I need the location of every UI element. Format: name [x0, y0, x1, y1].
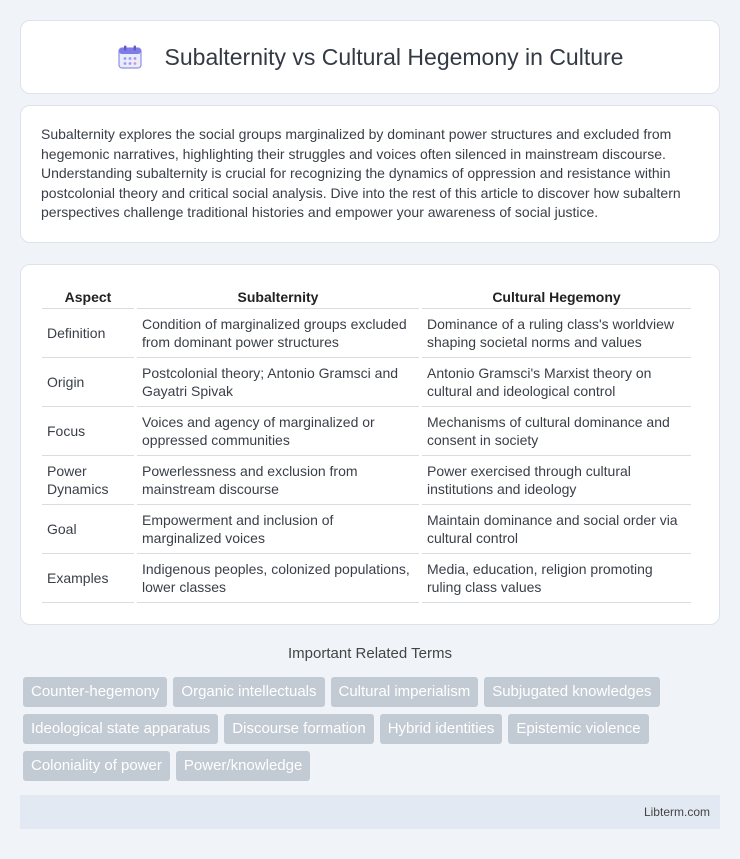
related-term-tag[interactable]: Coloniality of power	[23, 751, 170, 781]
row-cultural-hegemony: Power exercised through cultural institutions and ideology	[422, 456, 691, 505]
related-term-tag[interactable]: Power/knowledge	[176, 751, 310, 781]
related-term-tag[interactable]: Ideological state apparatus	[23, 714, 218, 744]
row-cultural-hegemony: Media, education, religion promoting ruling class values	[422, 554, 691, 603]
title-card	[20, 20, 720, 94]
row-cultural-hegemony: Dominance of a ruling class's worldview shaping societal norms and values	[422, 309, 691, 358]
footer-site-link[interactable]: Libterm.com	[643, 805, 710, 819]
table-row	[42, 505, 691, 554]
table-row	[42, 456, 691, 505]
related-term-tag[interactable]: Cultural imperialism	[331, 677, 479, 707]
row-cultural-hegemony: Mechanisms of cultural dominance and consent in society	[422, 407, 691, 456]
row-aspect: Examples	[42, 554, 134, 603]
comparison-table-card	[20, 264, 720, 625]
table-row	[42, 554, 691, 603]
row-cultural-hegemony: Antonio Gramsci's Marxist theory on cultural and ideological control	[422, 358, 691, 407]
table-row	[42, 407, 691, 456]
intro-paragraph: Subalternity explores the social groups marginalized by dominant power structures and excluded from hegemonic narratives, highlighting their struggles and voices often silenced in mainstream discourse. Understanding subalternity is crucial for recognizing the dynamics of oppression and resistance within postcolonial theory and critical social analysis. Dive into the rest of this article to discover how subaltern perspectives challenge traditional histories and empower your awareness of social justice.	[41, 126, 681, 221]
intro-card	[20, 105, 720, 243]
related-term-tag[interactable]: Discourse formation	[224, 714, 373, 744]
header-aspect: Aspect	[42, 285, 134, 309]
row-cultural-hegemony: Maintain dominance and social order via cultural control	[422, 505, 691, 554]
row-aspect: Definition	[42, 309, 134, 358]
calendar-icon	[117, 44, 143, 70]
related-terms-list	[23, 677, 723, 781]
comparison-table	[39, 285, 694, 603]
page-title: Subalternity vs Cultural Hegemony in Culture	[164, 43, 624, 70]
related-term-tag[interactable]: Hybrid identities	[380, 714, 503, 744]
row-aspect: Origin	[42, 358, 134, 407]
row-subalternity: Condition of marginalized groups excluded from dominant power structures	[137, 309, 419, 358]
footer	[20, 795, 720, 829]
row-aspect: Goal	[42, 505, 134, 554]
row-subalternity: Empowerment and inclusion of marginalized voices	[137, 505, 419, 554]
table-header-row	[42, 285, 691, 309]
table-row	[42, 309, 691, 358]
related-term-tag[interactable]: Epistemic violence	[508, 714, 648, 744]
row-aspect: Power Dynamics	[42, 456, 134, 505]
row-subalternity: Powerlessness and exclusion from mainstream discourse	[137, 456, 419, 505]
related-terms-title: Important Related Terms	[288, 645, 452, 662]
row-subalternity: Postcolonial theory; Antonio Gramsci and Gayatri Spivak	[137, 358, 419, 407]
related-term-tag[interactable]: Subjugated knowledges	[484, 677, 659, 707]
row-subalternity: Voices and agency of marginalized or oppressed communities	[137, 407, 419, 456]
header-subalternity: Subalternity	[137, 285, 419, 309]
row-aspect: Focus	[42, 407, 134, 456]
header-cultural-hegemony: Cultural Hegemony	[422, 285, 691, 309]
table-row	[42, 358, 691, 407]
related-term-tag[interactable]: Counter-hegemony	[23, 677, 167, 707]
related-term-tag[interactable]: Organic intellectuals	[173, 677, 324, 707]
row-subalternity: Indigenous peoples, colonized populations, lower classes	[137, 554, 419, 603]
